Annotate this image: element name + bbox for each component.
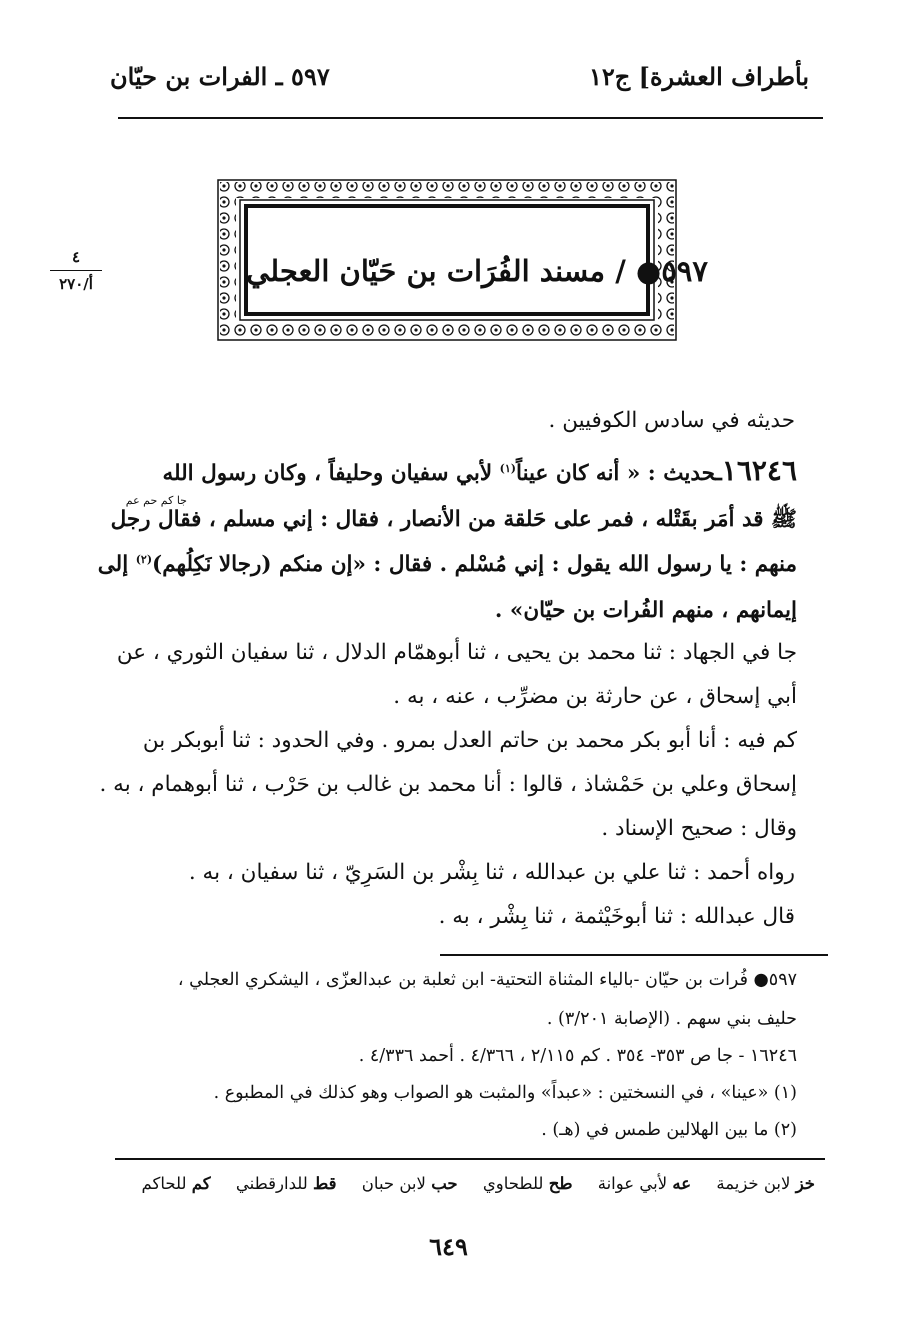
margin-source-sigla: جا كم حم عم xyxy=(125,494,187,507)
section-title: ٥٩٧● / مسند الفُرَات بن حَيّان العجلي xyxy=(246,254,708,288)
body-line-7: أبي إسحاق ، عن حارثة بن مضرِّب ، عنه ، به . xyxy=(393,684,797,709)
footnote-line-3: ١٦٢٤٦ - جا ص ٣٥٣- ٣٥٤ . كم ٢/١١٥ ، ٤/٣٦٦ . أحمد ٤/٣٣٦ . xyxy=(358,1046,797,1066)
folio-bottom: أ/٢٧٠ xyxy=(59,275,93,293)
footnote-mark-2: (٢) xyxy=(135,552,153,566)
hadith-number: ١٦٢٤٦ xyxy=(721,454,797,487)
footnote-line-1: ٥٩٧● فُرات بن حيّان -بالياء المثناة التحتية- ابن ثعلبة بن عبدالعزّى ، اليشكري العجلي ، xyxy=(177,970,797,990)
hadith-line-3 xyxy=(98,552,797,577)
folio-divider xyxy=(50,270,102,271)
abbreviation-rule xyxy=(115,1158,825,1160)
folio-top: ٤ xyxy=(71,248,81,266)
body-line-6: جا في الجهاد : ثنا محمد بن يحيى ، ثنا أبوهمّام الدلال ، ثنا سفيان الثوري ، عن xyxy=(116,640,797,665)
hadith-text-d: إلى xyxy=(97,552,136,577)
body-line-12: قال عبدالله : ثنا أبوخَيْثمة ، ثنا بِشْر ، به . xyxy=(438,904,795,929)
abbreviation-legend xyxy=(122,1174,815,1193)
manuscript-folio-note xyxy=(50,248,102,293)
abbr-item: عه لأبي عوانة xyxy=(597,1174,692,1193)
hadith-line-4: إيمانهم ، منهم الفُرات بن حيّان» . xyxy=(494,598,797,623)
running-header-left: ٥٩٧ ـ الفرات بن حيّان xyxy=(110,62,330,91)
hadith-text-a: ـحديث : « أنه كان عيناً xyxy=(516,461,722,486)
abbr-item: طح للطحاوي xyxy=(482,1174,573,1193)
abbr-item: حب لابن حبان xyxy=(361,1174,458,1193)
body-line-11: رواه أحمد : ثنا علي بن عبدالله ، ثنا بِشْر بن السَرِيّ ، ثنا سفيان ، به . xyxy=(188,860,795,885)
footnote-line-2: حليف بني سهم . (الإصابة ٣/٢٠١) . xyxy=(546,1009,797,1029)
body-line-9: إسحاق وعلي بن حَمْشاذ ، قالوا : أنا محمد بن غالب بن حَرْب ، ثنا أبوهمام ، به . xyxy=(99,772,797,797)
abbr-item: كم للحاكم xyxy=(141,1174,211,1193)
footnote-line-4: (١) «عينا» ، في النسختين : «عبداً» والمثبت هو الصواب وهو كذلك في المطبوع . xyxy=(213,1083,797,1103)
page-number: ٦٤٩ xyxy=(429,1232,468,1261)
hadith-text-c: منهم : يا رسول الله يقول : إني مُسْلم . فقال : «إن منكم (رجالا نَكِلُهم) xyxy=(152,552,797,577)
hadith-text-b: لأبي سفيان وحليفاً ، وكان رسول الله xyxy=(162,461,500,486)
header-rule xyxy=(118,117,823,119)
hadith-line-1 xyxy=(162,454,797,487)
running-header-right: بأطراف العشرة] ج١٢ xyxy=(588,62,809,91)
footnote-line-5: (٢) ما بين الهلالين طمس في (هـ) . xyxy=(541,1120,797,1140)
body-line-1: حديثه في سادس الكوفيين . xyxy=(548,408,795,433)
abbr-item: قط للدارقطني xyxy=(235,1174,337,1193)
footnote-separator xyxy=(440,954,828,956)
hadith-line-2: ﷺ قد أمَر بقَتْله ، فمر على حَلقة من الأنصار ، فقال : إني مسلم ، فقال رجل xyxy=(110,507,797,532)
body-line-10: وقال : صحيح الإسناد . xyxy=(601,816,797,841)
footnote-mark-1: (١) xyxy=(499,461,517,475)
body-line-8: كم فيه : أنا أبو بكر محمد بن حاتم العدل بمرو . وفي الحدود : ثنا أبوبكر بن xyxy=(142,728,797,753)
abbr-item: خز لابن خزيمة xyxy=(716,1174,815,1193)
